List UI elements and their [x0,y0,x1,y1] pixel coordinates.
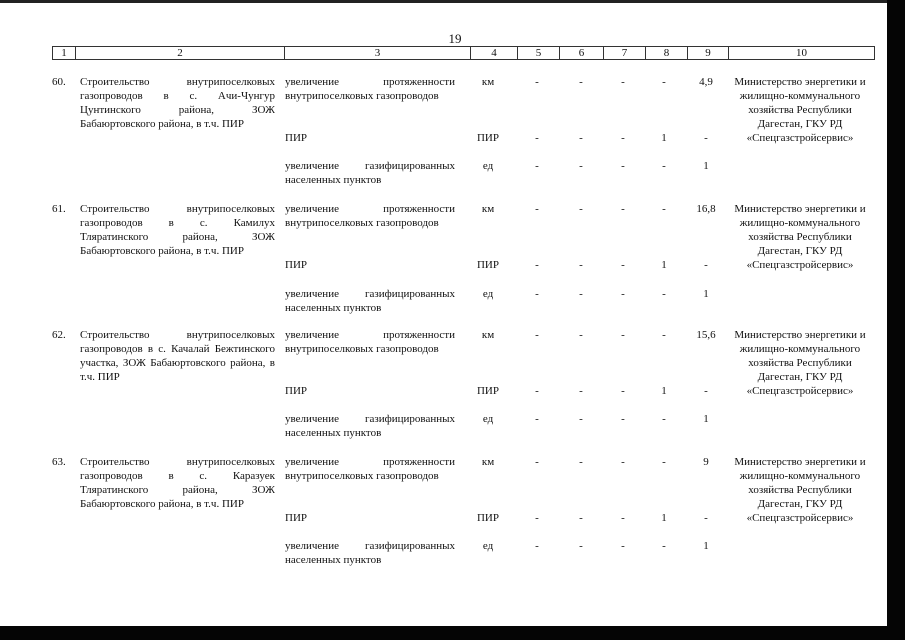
project-description: Строительство внутрипоселковых газопроводов в с. Ачи-Чунгур Цунтинского района, ЗОЖ Бабаюртовского района, в т.ч. ПИР [80,76,275,130]
indicator-unit: км [481,456,495,468]
header-col-9: 9 [705,47,711,59]
header-col-8: 8 [663,47,670,59]
executor: Министерство энергетики и жилищно-коммунального хозяйства Республики Дагестан, ГКУ РД «Спецгазстройсервис» [734,329,866,397]
value-col-7: - [621,329,625,341]
value-col-9: 16,8 [696,203,716,215]
indicator-unit: км [481,329,495,341]
indicator-label: ПИР [285,385,308,397]
value-col-8: 1 [661,259,667,271]
value-col-5: - [535,132,539,144]
value-col-7: - [621,132,625,144]
row-number: 60. [52,76,66,88]
value-col-7: - [621,512,625,524]
header-col-1: 1 [61,47,67,59]
indicator-label: увеличение газифицированных населенных пунктов [285,413,455,439]
indicator-label: увеличение газифицированных населенных пунктов [285,288,455,314]
executor: Министерство энергетики и жилищно-коммунального хозяйства Республики Дагестан, ГКУ РД «Спецгазстройсервис» [734,456,866,524]
value-col-9: 1 [703,288,709,300]
indicator-label: увеличение протяженности внутрипоселковых газопроводов [285,203,455,229]
value-col-8: - [662,456,666,468]
value-col-9: 1 [703,160,709,172]
indicator-unit: ПИР [476,512,499,524]
value-col-7: - [621,160,625,172]
indicator-label: ПИР [285,512,308,524]
indicator-unit: км [481,76,495,88]
indicator-label: ПИР [285,132,308,144]
indicator-unit: км [481,203,495,215]
scan-bottom-edge [0,626,905,640]
project-description: Строительство внутрипоселковых газопроводов в с. Камилух Тляратинского района, ЗОЖ Бабаюртовского района, в т.ч. ПИР [80,203,275,257]
header-col-6: 6 [578,47,585,59]
value-col-5: - [535,160,539,172]
value-col-7: - [621,288,625,300]
value-col-5: - [535,288,539,300]
indicator-label: увеличение газифицированных населенных пунктов [285,540,455,566]
value-col-6: - [579,512,583,524]
value-col-8: 1 [661,385,667,397]
header-col-7: 7 [621,47,628,59]
value-col-5: - [535,456,539,468]
scan-right-edge [887,0,905,640]
value-col-9: - [704,512,708,524]
value-col-6: - [579,413,583,425]
value-col-5: - [535,203,539,215]
project-description: Строительство внутрипоселковых газопроводов в с. Качалай Бежтинского участка, ЗОЖ Бабаюртовского района, в т.ч. ПИР [80,329,275,383]
value-col-9: 1 [703,413,709,425]
header-col-10: 10 [796,47,807,59]
indicator-unit: ед [482,160,494,172]
value-col-6: - [579,540,583,552]
indicator-label: увеличение протяженности внутрипоселковых газопроводов [285,76,455,102]
value-col-8: - [662,76,666,88]
header-col-5: 5 [535,47,542,59]
value-col-6: - [579,385,583,397]
value-col-5: - [535,413,539,425]
value-col-8: 1 [661,132,667,144]
value-col-6: - [579,160,583,172]
executor: Министерство энергетики и жилищно-коммунального хозяйства Республики Дагестан, ГКУ РД «Спецгазстройсервис» [734,76,866,144]
indicator-unit: ПИР [476,259,499,271]
indicator-unit: ед [482,288,494,300]
value-col-9: - [704,385,708,397]
value-col-5: - [535,76,539,88]
column-number-header [52,46,875,60]
value-col-8: - [662,203,666,215]
indicator-label: ПИР [285,259,308,271]
row-number: 63. [52,456,66,468]
scan-top-border [0,0,905,3]
value-col-8: 1 [661,512,667,524]
value-col-8: - [662,329,666,341]
value-col-9: - [704,259,708,271]
value-col-7: - [621,259,625,271]
value-col-7: - [621,413,625,425]
value-col-6: - [579,288,583,300]
value-col-8: - [662,288,666,300]
value-col-6: - [579,329,583,341]
value-col-6: - [579,259,583,271]
value-col-7: - [621,76,625,88]
indicator-unit: ПИР [476,385,499,397]
executor: Министерство энергетики и жилищно-коммунального хозяйства Республики Дагестан, ГКУ РД «Спецгазстройсервис» [734,203,866,271]
indicator-unit: ПИР [476,132,499,144]
value-col-5: - [535,512,539,524]
row-number: 62. [52,329,66,341]
value-col-6: - [579,76,583,88]
header-col-2: 2 [177,47,183,59]
value-col-5: - [535,540,539,552]
header-col-4: 4 [491,47,497,59]
value-col-7: - [621,456,625,468]
value-col-5: - [535,329,539,341]
value-col-8: - [662,540,666,552]
value-col-9: - [704,132,708,144]
value-col-5: - [535,259,539,271]
indicator-label: увеличение газифицированных населенных пунктов [285,160,455,186]
indicator-unit: ед [482,413,494,425]
indicator-unit: ед [482,540,494,552]
header-col-3: 3 [374,47,381,59]
indicator-label: увеличение протяженности внутрипоселковых газопроводов [285,329,455,355]
value-col-7: - [621,203,625,215]
value-col-9: 4,9 [699,76,713,88]
project-description: Строительство внутрипоселковых газопроводов в с. Каразуек Тляратинского района, ЗОЖ Бабаюртовского района, в т.ч. ПИР [80,456,275,510]
value-col-6: - [579,132,583,144]
value-col-9: 1 [703,540,709,552]
row-number: 61. [52,203,66,215]
page-number: 19 [448,31,462,46]
value-col-5: - [535,385,539,397]
value-col-6: - [579,456,583,468]
value-col-8: - [662,160,666,172]
value-col-9: 9 [703,456,709,468]
value-col-7: - [621,385,625,397]
value-col-7: - [621,540,625,552]
value-col-6: - [579,203,583,215]
indicator-label: увеличение протяженности внутрипоселковых газопроводов [285,456,455,482]
value-col-8: - [662,413,666,425]
value-col-9: 15,6 [696,329,716,341]
